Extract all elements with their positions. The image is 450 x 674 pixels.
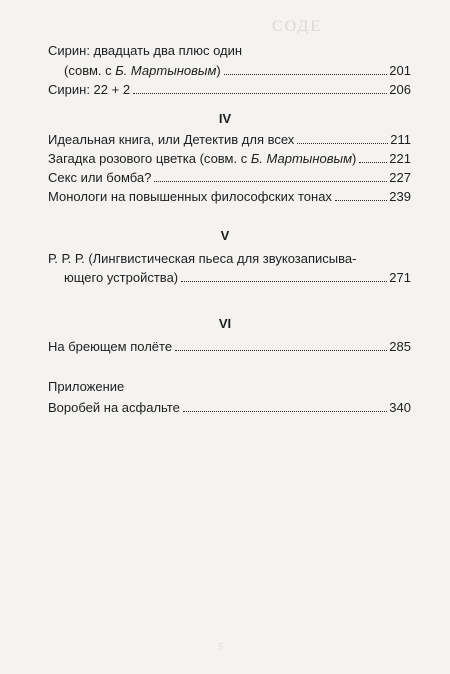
toc-page-number: 221 — [389, 151, 411, 166]
toc-entry-title: Секс или бомба? — [48, 170, 152, 185]
section-heading-v: V — [220, 228, 230, 243]
toc-page-number: 285 — [389, 339, 411, 354]
toc-entry-title: Сирин: 22 + 2 — [48, 82, 131, 97]
appendix-heading: Приложение — [48, 379, 125, 394]
dot-leader — [175, 350, 387, 351]
toc-entry-rrr-line2 — [64, 269, 411, 287]
toc-page-number: 239 — [389, 189, 411, 204]
toc-entry-sex-or-bomb — [48, 169, 411, 187]
toc-page-number: 227 — [389, 170, 411, 185]
dot-leader — [133, 93, 387, 94]
toc-entry-title: Воробей на асфальте — [48, 400, 180, 415]
toc-entry-sirin-23 — [48, 42, 242, 60]
dot-leader — [183, 411, 387, 412]
show-through-folio: 5 — [218, 642, 223, 653]
toc-page-number: 271 — [389, 270, 411, 285]
dot-leader — [224, 74, 388, 75]
toc-page-number: 340 — [389, 400, 411, 415]
toc-entry-title: Загадка розового цветка (совм. с Б. Мартыновым) — [48, 151, 357, 166]
toc-entry-title: (совм. с Б. Мартыновым) — [64, 63, 221, 78]
dot-leader — [335, 200, 387, 201]
toc-entry-pink-flower — [48, 150, 411, 168]
toc-entry-title: Монологи на повышенных философских тонах — [48, 189, 332, 204]
toc-entry-shaving-flight — [48, 338, 411, 356]
section-heading-iv: IV — [218, 111, 232, 126]
toc-entry-sparrow — [48, 399, 411, 417]
toc-entry-title: На бреющем полёте — [48, 339, 173, 354]
section-heading-vi: VI — [218, 316, 232, 331]
toc-entry-title: Идеальная книга, или Детектив для всех — [48, 132, 295, 147]
dot-leader — [181, 281, 387, 282]
toc-page-number: 206 — [389, 82, 411, 97]
show-through-heading: СОДЕ — [272, 18, 323, 35]
dot-leader — [154, 181, 387, 182]
toc-entry-monologues — [48, 188, 411, 206]
toc-entry-title: Сирин: двадцать два плюс один — [48, 43, 243, 58]
dot-leader — [359, 162, 387, 163]
toc-entry-sirin-22-2 — [48, 81, 411, 99]
toc-entry-ideal-book — [48, 131, 411, 149]
toc-entry-title: Р. Р. Р. (Лингвистическая пьеса для звукозаписыва- — [48, 251, 357, 266]
toc-entry-title: ющего устройства) — [64, 270, 179, 285]
toc-page-number: 211 — [390, 132, 411, 147]
toc-page-number: 201 — [389, 63, 411, 78]
dot-leader — [297, 143, 388, 144]
toc-entry-rrr-line1 — [48, 250, 356, 268]
toc-entry-coauthor-line — [64, 62, 411, 80]
